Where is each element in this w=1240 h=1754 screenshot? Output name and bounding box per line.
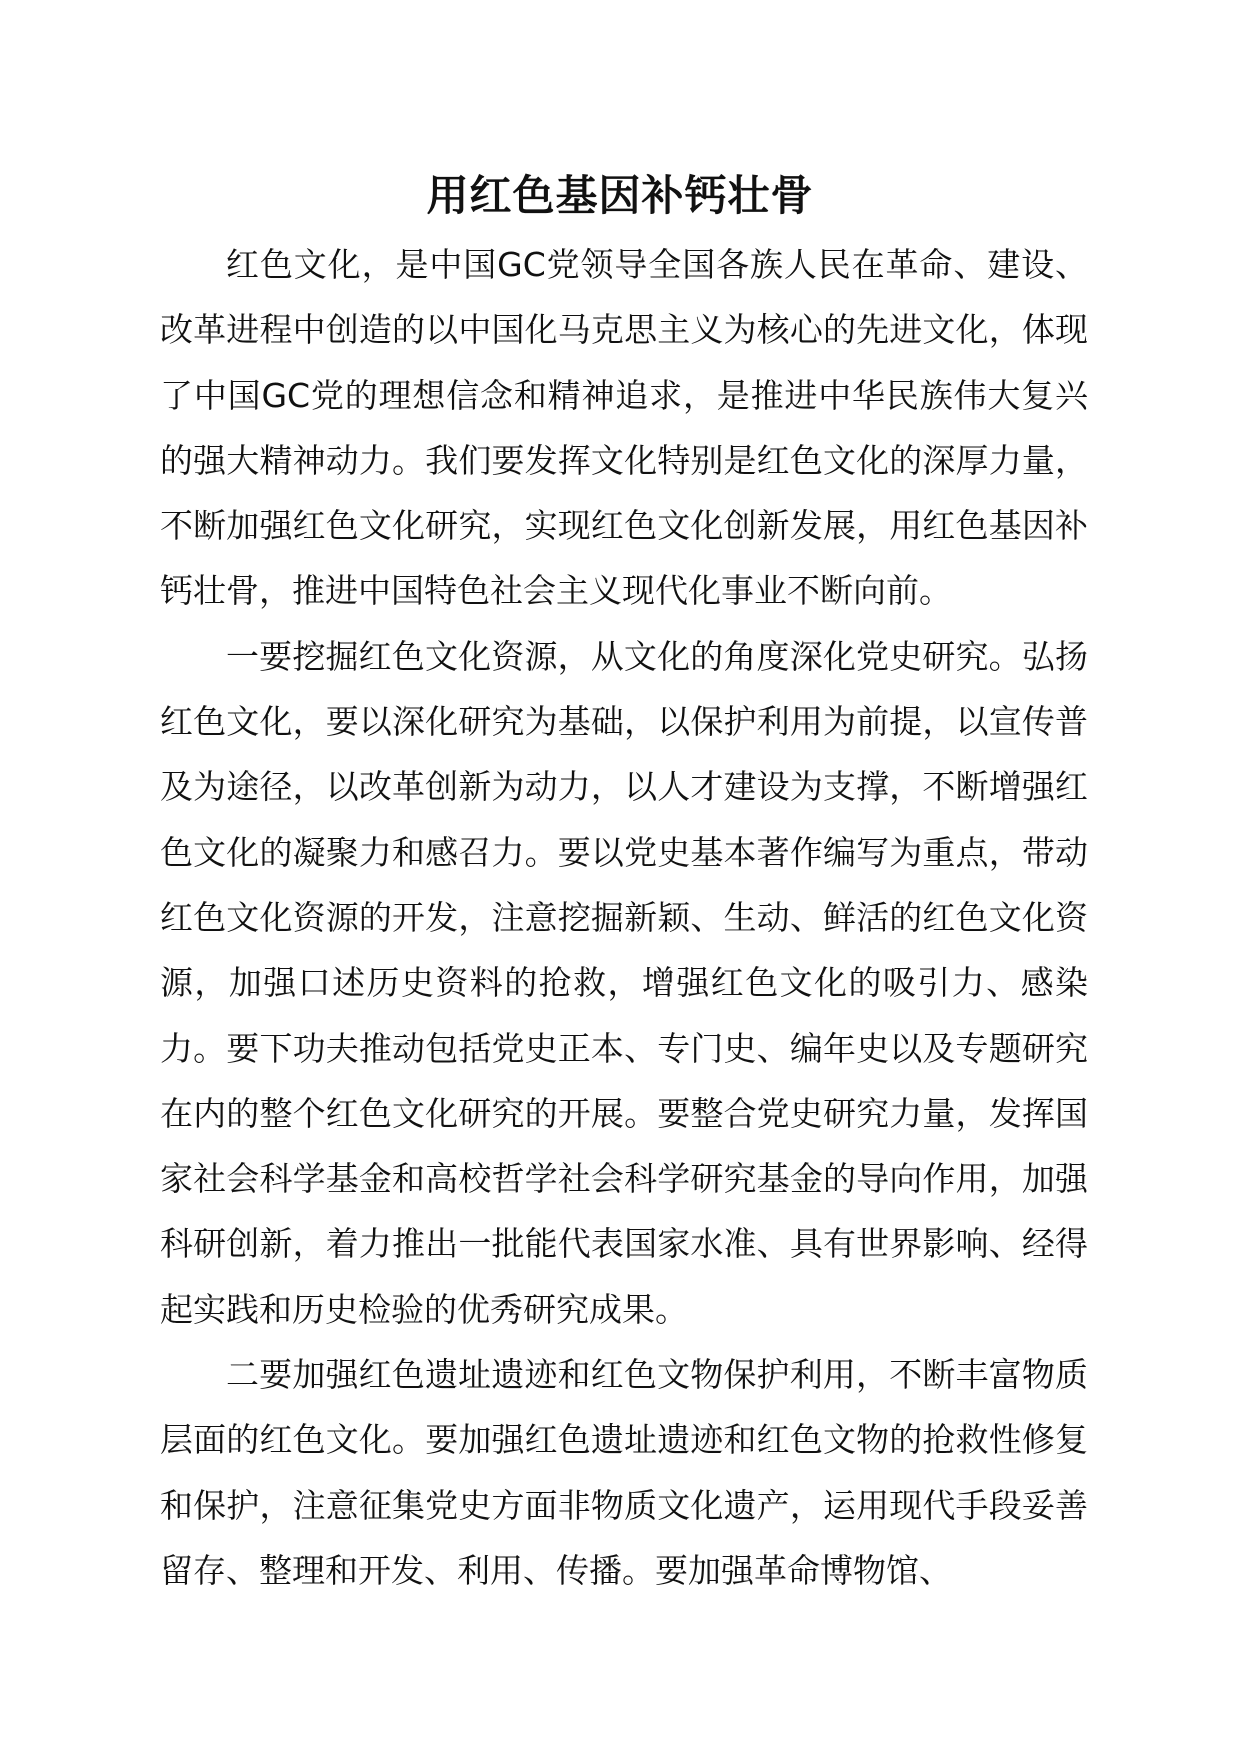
paragraph-intro	[160, 232, 1088, 624]
paragraph-text: 要加强红色遗址遗迹和红色文物的抢救性修复和保护，注意征集党史方面非物质文化遗产，运用现代手段妥善留存、整理和开发、利用、传播。要加强革命博物馆、	[160, 1420, 1089, 1590]
document-title: 用红色基因补钙壮骨	[426, 171, 814, 220]
paragraph-text: 红色文化，是中国GC党领导全国各族人民在革命、建设、改革进程中创造的以中国化马克思主义为核心的先进文化，体现了中国GC党的理想信念和精神追求，是推进中华民族伟大复兴的强大精神动力。我们要发挥文化特别是红色文化的深厚力量，不断加强红色文化研究，实现红色文化创新发展，用红色基因补钙壮骨，推进中国特色社会主义现代化事业不断向前。	[160, 245, 1088, 611]
paragraph-section-two	[160, 1342, 1088, 1603]
paragraph-lead: 一要挖掘红色文化资源，从文化的角度深化党史研究。	[226, 636, 1022, 676]
document-body	[160, 232, 1088, 1603]
paragraph-lead: 二要加强红色遗址遗迹和红色文物保护利用，不断丰富物质层面的红色文化。	[160, 1355, 1088, 1460]
paragraph-text: 弘扬红色文化，要以深化研究为基础，以保护利用为前提，以宣传普及为途径，以改革创新为动力，以人才建设为支撑，不断增强红色文化的凝聚力和感召力。要以党史基本著作编写为重点，带动红色文化资源的开发，注意挖掘新颖、生动、鲜活的红色文化资源，加强口述历史资料的抢救，增强红色文化的吸引力、感染力。要下功夫推动包括党史正本、专门史、编年史以及专题研究在内的整个红色文化研究的开展。要整合党史研究力量，发挥国家社会科学基金和高校哲学社会科学研究基金的导向作用，加强科研创新，着力推出一批能代表国家水准、具有世界影响、经得起实践和历史检验的优秀研究成果。	[160, 636, 1089, 1329]
paragraph-section-one	[160, 624, 1088, 1342]
